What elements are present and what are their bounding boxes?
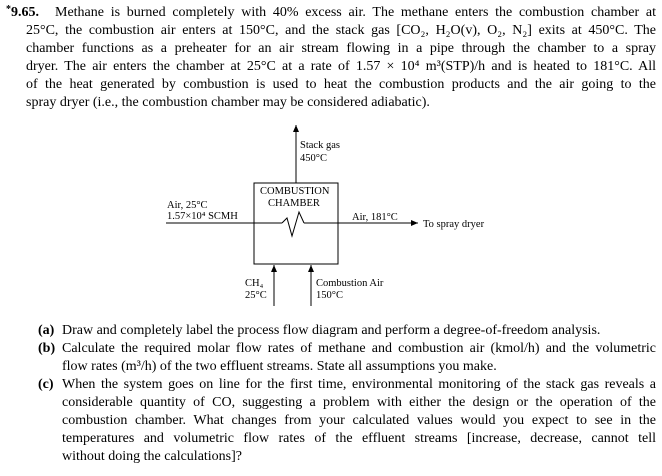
part-line: combustion chamber. What changes from your calculated values would you expect to see in the [62,413,656,428]
air-inlet-label: Air, 25°C [167,200,208,211]
problem-statement [6,4,656,112]
part-c [40,376,656,466]
problem-number [6,4,39,22]
part-a [40,322,656,340]
air-outlet-label: Air, 181°C [352,212,398,223]
process-flow-diagram [0,116,662,328]
heat-exchange-zigzag [282,212,304,236]
chamber-label-line1: COMBUSTION [260,186,330,197]
problem-line: dryer. The air enters the chamber at 25°C at a rate of 1.57 × 10⁴ m³(STP)/h and is heated to 181°C. All [26,59,656,74]
part-b [40,340,656,376]
air-inlet-flow: 1.57×10⁴ SCMH [167,211,238,222]
combustion-air-temp: 150°C [316,290,343,301]
combustion-air-label: Combustion Air [316,278,384,289]
part-letter: (c) [38,377,54,392]
problem-line: spray dryer (i.e., the combustion chamber may be considered adiabatic). [26,95,430,110]
part-line: flow rates (m³/h) of the two effluent streams. State all assumptions you make. [62,359,497,374]
problem-line: 25°C, the combustion air enters at 150°C, and the stack gas [CO₂, H₂O(v), O₂, N₂] exits at 450°C. The [26,23,656,38]
problem-line: chamber functions as a preheater for an air stream flowing in a pipe through the chamber to a spray [26,41,656,56]
part-line: temperatures and volumetric flow rates of the effluent streams [increase, decrease, cannot tell [62,431,656,446]
part-line: considerable quantity of CO, suggesting a problem with either the design or the operation of the [62,395,656,410]
part-line: When the system goes on line for the first time, environmental monitoring of the stack gas reveals a [62,377,656,392]
stack-gas-temp: 450°C [300,153,327,164]
problem-line: of the heat generated by combustion is used to heat the combustion products and the air going to the [26,77,656,92]
spray-dryer-label: To spray dryer [423,219,485,230]
problem-star: * [6,4,11,15]
part-letter: (a) [38,323,55,338]
part-letter: (b) [38,341,56,356]
stack-gas-label: Stack gas [300,140,340,151]
methane-label: CH₄ [245,278,264,289]
part-line: Calculate the required molar flow rates of methane and combustion air (kmol/h) and the volumetric [62,341,656,356]
chamber-label-line2: CHAMBER [268,198,320,209]
problem-line: Methane is burned completely with 40% excess air. The methane enters the combustion chamber at [55,5,656,20]
part-line: Draw and completely label the process flow diagram and perform a degree-of-freedom analysis. [62,323,601,338]
problem-number-text: 9.65. [11,5,39,20]
methane-temp: 25°C [245,290,267,301]
part-line: without doing the calculations]? [62,449,243,464]
problem-parts [40,322,656,466]
